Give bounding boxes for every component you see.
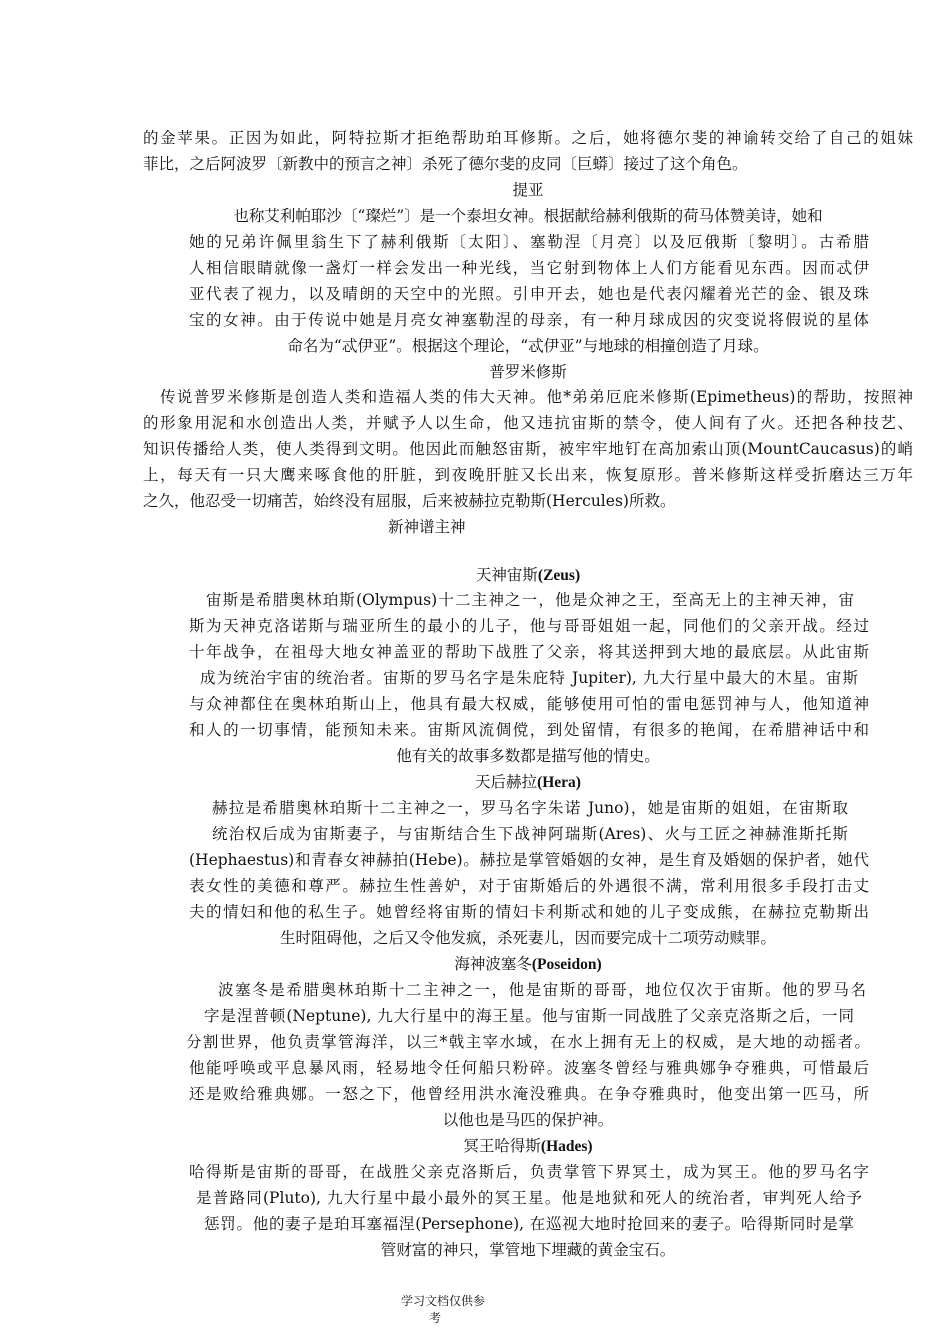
footer-line: 学习文档仅供参 — [400, 1294, 485, 1308]
body-text-line: 惩罚。他的妻子是珀耳塞福涅(Persephone), 在巡视大地时抢回来的妻子。哈得斯同时是掌 — [204, 1215, 854, 1233]
heading-title-en: (Zeus) — [537, 567, 581, 584]
section-heading — [0, 1135, 950, 1158]
body-text-line: 表女性的美德和尊严。赫拉生性善妒，对于宙斯婚后的外遇很不满，常利用很多手段打击丈 — [189, 877, 869, 895]
body-text-line: 斯为天神克洛诺斯与瑞亚所生的最小的儿子，他与哥哥姐姐一起，同他们的父亲开战。经过 — [189, 617, 869, 635]
body-text-line: 哈得斯是宙斯的哥哥，在战胜父亲克洛斯后，负责掌管下界冥土，成为冥王。他的罗马名字 — [189, 1163, 869, 1181]
body-text-line: 与众神都住在奥林珀斯山上，他具有最大权威，能够使用可怕的雷电惩罚神与人，他知道神 — [189, 695, 869, 713]
section-heading: 新神谱主神 — [388, 518, 466, 536]
body-text-line: 亚代表了视力，以及晴朗的天空中的光照。引申开去，她也是代表闪耀着光芒的金、银及珠 — [189, 285, 869, 303]
footer-line: 考 — [429, 1311, 442, 1325]
body-text-line: 和人的一切事情，能预知未来。宙斯风流倜傥，到处留情，有很多的艳闻，在希腊神话中和 — [189, 721, 869, 739]
body-text-line: 菲比，之后阿波罗〔新教中的预言之神〕杀死了德尔斐的皮同〔巨蟒〕接过了这个角色。 — [143, 155, 748, 173]
heading-title: 天神宙斯 — [475, 566, 538, 584]
body-text-line: 他有关的故事多数都是描写他的情史。 — [396, 747, 660, 765]
body-text-line: 赫拉是希腊奥林珀斯十二主神之一，罗马名字朱诺 Juno)，她是宙斯的姐姐，在宙斯取 — [212, 799, 848, 817]
body-text-line: 传说普罗米修斯是创造人类和造福人类的伟大天神。他*弟弟厄庇米修斯(Epimetheus)的帮助，按照神 — [160, 388, 913, 406]
section-heading: 普罗米修斯 — [489, 363, 567, 381]
heading-title-en: (Poseidon) — [531, 956, 602, 973]
heading-title: 冥王哈得斯 — [463, 1137, 541, 1155]
heading-title-en: (Hera) — [537, 774, 581, 791]
body-text-line: 命名为“忒伊亚”。根据这个理论，“忒伊亚”与地球的相撞创造了月球。 — [287, 337, 769, 355]
body-text-line: 宝的女神。由于传说中她是月亮女神塞勒涅的母亲，有一种月球成因的灾变说将假说的星体 — [189, 311, 869, 329]
body-text-line: 分割世界，他负责掌管海洋，以三*戟主宰水域，在水上拥有无上的权威，是大地的动摇者。 — [186, 1033, 870, 1051]
body-text-line: 上，每天有一只大鹰来啄食他的肝脏，到夜晚肝脏又长出来，恢复原形。普米修斯这样受折磨达三万年 — [143, 466, 913, 484]
body-text-line: 宙斯是希腊奥林珀斯(Olympus)十二主神之一，他是众神之王，至高无上的主神天神，宙 — [206, 591, 854, 609]
section-heading — [0, 953, 950, 976]
body-text-line: 成为统治宇宙的统治者。宙斯的罗马名字是朱庇特 Jupiter), 九大行星中最大的木星。宙斯 — [200, 669, 858, 687]
body-text-line: 人相信眼睛就像一盏灯一样会发出一种光线，当它射到物体上人们方能看见东西。因而忒伊 — [189, 259, 869, 277]
body-text-line: 波塞冬是希腊奥林珀斯十二主神之一，他是宙斯的哥哥，地位仅次于宙斯。他的罗马名 — [218, 981, 866, 999]
section-heading: 提亚 — [512, 181, 544, 199]
body-text-line: 统治权后成为宙斯妻子，与宙斯结合生下战神阿瑞斯(Ares)、火与工匠之神赫淮斯托斯 — [212, 825, 848, 843]
section-heading — [0, 564, 950, 587]
body-text-line: 也称艾利帕耶沙〔“璨烂”〕是一个泰坦女神。根据献给赫利俄斯的荷马体赞美诗，她和 — [233, 207, 823, 225]
body-text-line: 以他也是马匹的保护神。 — [442, 1111, 614, 1129]
body-text-line: 是普路同(Pluto), 九大行星中最小最外的冥王星。他是地狱和死人的统治者，审判死人给予 — [196, 1189, 862, 1207]
body-text-line: 夫的情妇和他的私生子。她曾经将宙斯的情妇卡利斯忒和她的儿子变成熊，在赫拉克勒斯出 — [189, 903, 869, 921]
body-text-line: 知识传播给人类，使人类得到文明。他因此而触怒宙斯，被牢牢地钉在高加索山顶(MountCaucasus)的峭 — [143, 440, 913, 458]
heading-title-en: (Hades) — [540, 1138, 593, 1155]
body-text-line: 他能呼唤或平息暴风雨，轻易地令任何船只粉碎。波塞冬曾经与雅典娜争夺雅典，可惜最后 — [189, 1059, 869, 1077]
body-text-line: 生时阻碍他，之后又令他发疯，杀死妻儿，因而要完成十二项劳动赎罪。 — [279, 929, 776, 947]
body-text-line: 的金苹果。正因为如此，阿特拉斯才拒绝帮助珀耳修斯。之后，她将德尔斐的神谕转交给了自己的姐妹 — [143, 129, 913, 147]
body-text-line: 之久，他忍受一切痛苦，始终没有屈服，后来被赫拉克勒斯(Hercules)所救。 — [143, 492, 676, 510]
body-text-line: 字是涅普顿(Neptune), 九大行星中的海王星。他与宙斯一同战胜了父亲克洛斯之后，一同 — [204, 1007, 854, 1025]
body-text-line: 十年战争，在祖母大地女神盖亚的帮助下战胜了父亲，将其送押到大地的最底层。从此宙斯 — [189, 643, 869, 661]
body-text-line: 还是败给雅典娜。一怒之下，他曾经用洪水淹没雅典。在争夺雅典时，他变出第一匹马，所 — [189, 1085, 869, 1103]
heading-title: 海神波塞冬 — [454, 955, 532, 973]
section-heading — [0, 771, 950, 794]
body-text-line: 她的兄弟许佩里翁生下了赫利俄斯〔太阳〕、塞勒涅〔月亮〕以及厄俄斯〔黎明〕。古希腊 — [189, 233, 869, 251]
body-text-line: 的形象用泥和水创造出人类，并赋予人以生命，他又违抗宙斯的禁令，使人间有了火。还把各种技艺、 — [143, 414, 913, 432]
page-footer — [395, 1293, 491, 1327]
body-text-line: (Hephaestus)和青春女神赫拍(Hebe)。赫拉是掌管婚姻的女神，是生育及婚姻的保护者，她代 — [189, 851, 869, 869]
body-text-line: 管财富的神只，掌管地下埋藏的黄金宝石。 — [380, 1241, 676, 1259]
heading-title: 天后赫拉 — [475, 773, 538, 791]
